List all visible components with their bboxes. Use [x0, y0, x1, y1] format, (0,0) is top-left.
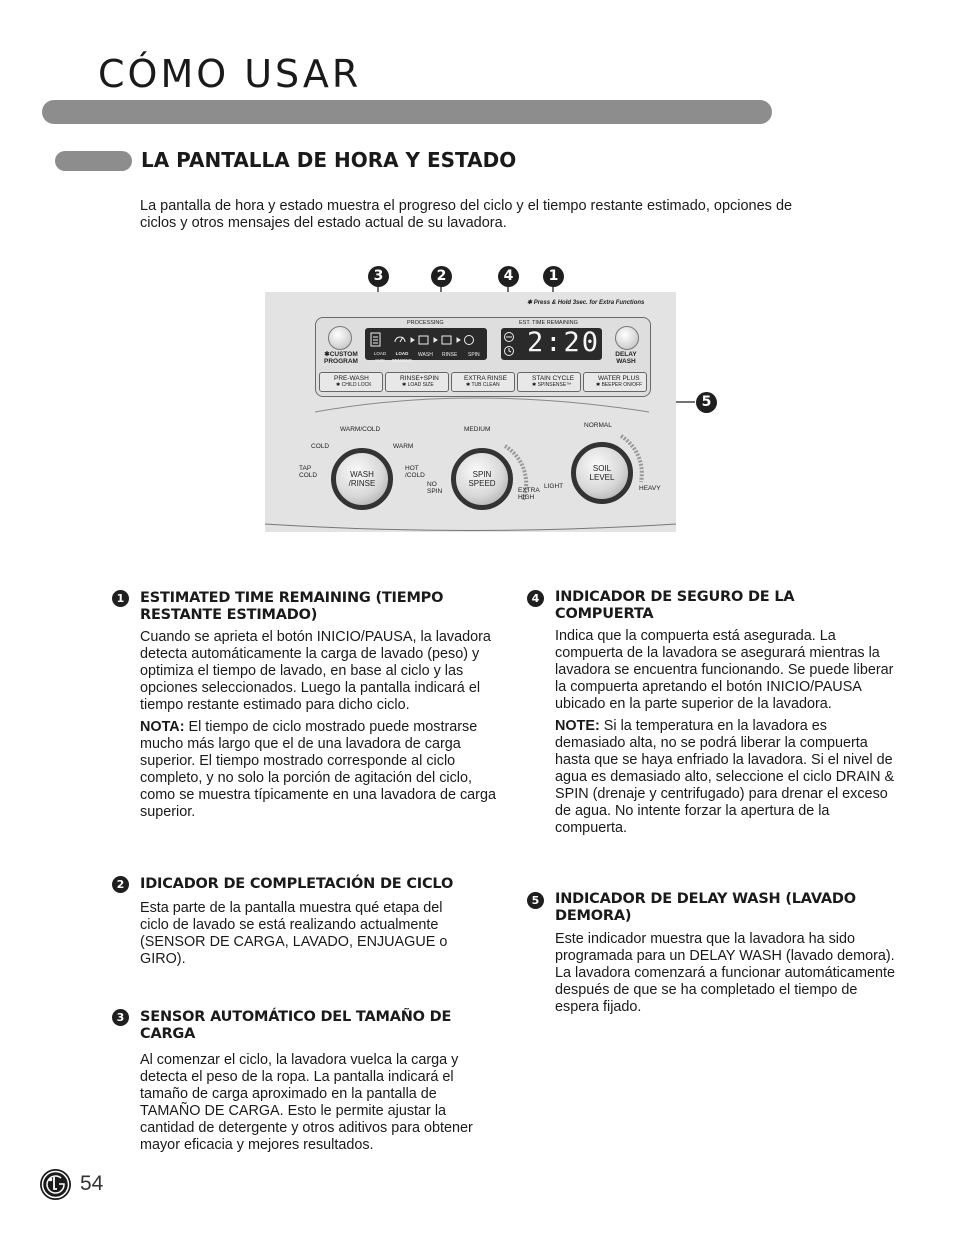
- item-1-title: ESTIMATED TIME REMAINING (TIEMPO RESTANTE ESTIMADO): [140, 590, 444, 623]
- item-2-body: [140, 900, 470, 973]
- load-size-label: LOAD SIZE: [373, 351, 387, 363]
- callout-1: 1: [543, 266, 564, 287]
- item-2-bullet: 2: [112, 876, 129, 893]
- dial-label-no-spin: NO SPIN: [427, 481, 443, 495]
- lg-logo-mark: [40, 1169, 71, 1200]
- callout-3: 3: [368, 266, 389, 287]
- item-4-bullet: 4: [527, 590, 544, 607]
- dial-label-light: LIGHT: [544, 483, 564, 490]
- spin-speed-knob-label: SPIN SPEED: [468, 470, 496, 488]
- callout-2: 2: [431, 266, 452, 287]
- item-5-text: Este indicador muestra que la lavadora ha sido programada para un DELAY WASH (lavado demora). La lavadora comenzará a funcionar automáticamente después de que se ha completado el tiempo de espera fijado.: [555, 931, 895, 1015]
- item-3-title: SENSOR AUTOMÁTICO DEL TAMAÑO DE CARGA: [140, 1009, 452, 1042]
- dial-label-normal: NORMAL: [584, 422, 612, 429]
- item-1-note: [140, 719, 498, 821]
- item-1-bullet: 1: [112, 590, 129, 607]
- item-3-text: Al comenzar el ciclo, la lavadora vuelca la carga y detecta el peso de la ropa. La pantalla indicará el tamaño de carga aproximado en la pantalla de TAMAÑO DE CARGA. Esto le permite ajustar la cantidad de detergente y otros aditivos para obtener mayor eficacia y mejores resultados.: [140, 1052, 473, 1153]
- lg-logo-icon: [40, 1169, 71, 1200]
- spin-stage-label: SPIN: [468, 352, 480, 358]
- item-4-note-label: NOTE:: [555, 718, 600, 734]
- wash-stage-label: WASH: [418, 352, 433, 358]
- section-title: LA PANTALLA DE HORA Y ESTADO: [141, 148, 517, 172]
- item-3-bullet: 3: [112, 1009, 129, 1026]
- knob-arc-indicators: [265, 292, 676, 532]
- dial-label-heavy: HEAVY: [639, 485, 661, 492]
- control-panel-illustration: [265, 292, 676, 532]
- option-sublabel: ✱ BEEPER ON/OFF: [596, 382, 643, 388]
- option-label: WATER PLUS: [598, 375, 640, 382]
- dial-label-warm-cold: WARM/COLD: [340, 426, 381, 433]
- dial-label-hot-cold: HOT /COLD: [405, 465, 425, 479]
- item-1-text: Cuando se aprieta el botón INICIO/PAUSA, la lavadora detecta automáticamente la carga de lavado (peso) y optimiza el tiempo de lavado, en base al ciclo y las opciones seleccionados. Luego la pantalla indicará el tiempo restante estimado para dicho ciclo.: [140, 629, 491, 713]
- soil-level-knob-label: SOIL LEVEL: [589, 464, 615, 482]
- page-number: 54: [80, 1172, 104, 1195]
- item-1-body: [140, 629, 498, 826]
- dial-label-cold: COLD: [311, 443, 330, 450]
- processing-label: PROCESSING: [407, 320, 444, 326]
- option-sublabel: ✱ SPINSENSE™: [532, 382, 572, 388]
- item-3-body: [140, 1052, 490, 1159]
- page-title: CÓMO USAR: [98, 52, 362, 96]
- option-label: STAIN CYCLE: [532, 375, 575, 382]
- dial-label-warm: WARM: [393, 443, 414, 450]
- wash-rinse-knob-label: WASH /RINSE: [348, 470, 376, 488]
- item-4-body: [555, 628, 895, 842]
- item-5-title: INDICADOR DE DELAY WASH (LAVADO DEMORA): [555, 891, 856, 924]
- item-1-note-label: NOTA:: [140, 719, 185, 735]
- option-label: RINSE+SPIN: [400, 375, 439, 382]
- item-4-note: [555, 718, 895, 837]
- est-time-label: EST. TIME REMAINING: [519, 320, 578, 326]
- item-4-text: Indica que la compuerta está asegurada. La compuerta de la lavadora se asegurará mientras la lavadora se encuentra funcionando. Se puede liberar la compuerta apretando el botón INICIO/PAUSA ubicado en la parte superior de la lavadora.: [555, 628, 894, 712]
- item-5-body: [555, 931, 895, 1021]
- option-sublabel: ✱ LOAD SIZE: [402, 382, 434, 388]
- item-4-title: INDICADOR DE SEGURO DE LA COMPUERTA: [555, 589, 795, 622]
- callout-4: 4: [498, 266, 519, 287]
- item-5-bullet: 5: [527, 892, 544, 909]
- item-1-note-text: El tiempo de ciclo mostrado puede mostrarse mucho más largo que el de una lavadora de carga superior. El tiempo mostrado corresponde al ciclo completo, y no solo la porción de agitación del ciclo, como se muestra típicamente en una lavadora de carga superior.: [140, 719, 496, 820]
- custom-program-label: ✱CUSTOM PROGRAM: [324, 351, 358, 365]
- item-2-text: Esta parte de la pantalla muestra qué etapa del ciclo de lavado se está realizando actualmente (SENSOR DE CARGA, LAVADO, ENJUAGUE o GIRO).: [140, 900, 448, 967]
- item-4-note-text: Si la temperatura en la lavadora es demasiado alta, no se podrá liberar la compuerta hasta que se haya enfriado la lavadora. Si el nivel de agua es demasiado alto, seleccione el ciclo DRAIN & SPIN (drenaje y centrifugado) para drenar el exceso de agua. No intente forzar la apertura de la compuerta.: [555, 718, 895, 836]
- option-label: EXTRA RINSE: [464, 375, 507, 382]
- dial-label-extra-high: EXTRA HIGH: [518, 487, 540, 501]
- delay-wash-label: DELAY WASH: [615, 351, 637, 365]
- dial-label-tap-cold: TAP COLD: [299, 465, 318, 479]
- option-label: PRE-WASH: [334, 375, 369, 382]
- dial-label-medium: MEDIUM: [464, 426, 491, 433]
- load-sensing-label: LOAD SENSING: [391, 351, 413, 363]
- time-remaining-readout: 2:20: [527, 327, 601, 358]
- item-2-title: IDICADOR DE COMPLETACIÓN DE CICLO: [140, 876, 454, 892]
- rinse-stage-label: RINSE: [442, 352, 458, 358]
- section-intro: La pantalla de hora y estado muestra el progreso del ciclo y el tiempo restante estimado, opciones de ciclos y otros mensajes del estado actual de su lavadora.: [140, 198, 793, 231]
- callout-5: 5: [696, 392, 717, 413]
- press-hold-note: ✱ Press & Hold 3sec. for Extra Functions: [527, 300, 645, 306]
- option-sublabel: ✱ CHILD LOCK: [336, 382, 372, 388]
- option-sublabel: ✱ TUB CLEAN: [466, 382, 500, 388]
